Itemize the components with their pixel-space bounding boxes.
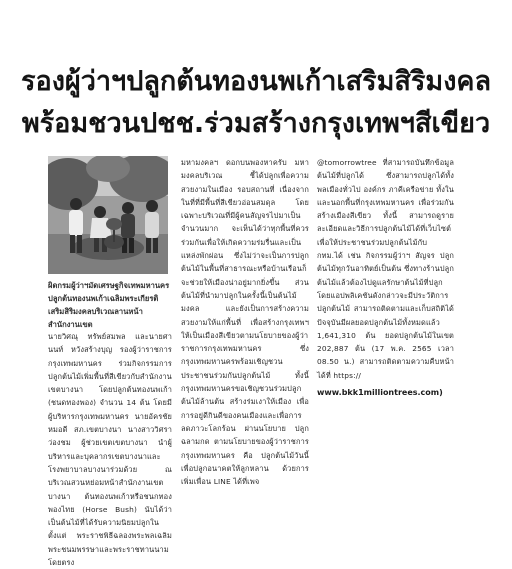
article-column-2: มหามงคลฯ ดอกบนพองหาครับ มหามงคลบริเวณ ชี้ได้ปลูกเพื่อความสวยงามในเมือง รอบสถานที่ เนื่องจากในที่ที่มีพื้นที่สีเขียวอ่อนสมดุล โดยเฉพาะบริเวณที่มีผู้คนสัญจรไปมาเป็นจำนวนมาก จะเห็นได้ว่าทุกพื้นที่ควรร่วมกันเพื่อให้เกิดความร่มรื่นและเป็นแหล่งพักผ่อน ซึ่งไม่ว่าจะเป็นการปลูกต้นไม้ในพื้นที่สาธารณะหรือบ้านเรือนก็จะช่วยให้เมืองน่าอยู่มากยิ่งขึ้น ส่วนต้นไม้ที่นำมาปลูกในครั้งนี้เป็นต้นไม้มงคล และยังเป็นการสร้างความสวยงามให้แก่พื้นที่ เพื่อสร้างกรุงเทพฯ ให้เป็นเมืองสีเขียวตามนโยบายของผู้ว่าราชการกรุงเทพมหานคร ซึ่งกรุงเทพมหานครพร้อมเชิญชวนประชาชนร่วมกันปลูกต้นไม้ ทั้งนี้ กรุงเทพมหานครขอเชิญชวนร่วมปลูกต้นไม้ล้านต้น สร้างร่มเงาให้เมือง เพื่อการอยู่ดีกินดีของคนเมืองและเพื่อการลดภาวะโลกร้อน ผ่านนโยบาย ปลูกฉลามกด ตามนโยบายของผู้ว่าราชการกรุงเทพมหานคร คือ ปลูกต้นไม้วันนี้เพื่อปลูกอนาคตให้ลูกหลาน ด้วยการเพิ่มเพื่อน LINE ได้ที่เพจ	[181, 158, 309, 487]
photo-caption: ผิดกรมผู้ว่าฯมัดเศรษฐกิจเทพมหานคร ปลูกต้นทองนพเก้าเฉลิมพระเกียรติเสริมสิริมงคลบริเวณลานหน้าสำนักงานเขต	[48, 281, 170, 329]
website-url: www.bkk1milliontrees.com)	[317, 388, 443, 397]
photo-illustration	[48, 156, 168, 274]
tree-planting-photo	[48, 156, 168, 274]
headline-line-1: รองผู้ว่าฯปลูกต้นทองนพเก้าเสริมสิริมงคล	[21, 66, 491, 97]
article-column-3: @tomorrowtree ที่สามารถบันทึกข้อมูลต้นไม้ที่ปลูกได้ ซึ่งสามารถปลูกได้ทั้งพลเมืองทั่วไป องค์กร ภาคีเครือข่าย ทั้งในและนอกพื้นที่กรุงเทพมหานคร เพื่อร่วมกันสร้างเมืองสีเขียว ทั้งนี้ สามารถดูรายละเอียดและวิธีการปลูกต้นไม้ได้ที่เว็บไซต์ เพื่อให้ประชาชนร่วมปลูกต้นไม้กับ กทม.ได้ เช่น กิจกรรมผู้ว่าฯ สัญจร ปลูกต้นไม้ทุกวันอาทิตย์เป็นต้น ซึ่งทางร้านปลูกต้นไม้แล้วต้องไปดูแลรักษาต้นไม้ที่ปลูก โดยแอปพลิเคชันดังกล่าวจะมีประวัติการปลูกต้นไม้ สามารถติดตามและเก็บสถิติได้ ปัจจุบันมีผลยอดปลูกต้นไม้ทั้งหมดแล้ว 1,641,310 ต้น ยอดปลูกต้นไม้ในเขต 202,887 ต้น (17 พ.ค. 2565 เวลา 08.50 น.) สามารถติดตามความคืบหน้าได้ที่ https://	[317, 158, 454, 380]
headline-line-2: พร้อมชวนปชช.ร่วมสร้างกรุงเทพฯสีเขียว	[21, 108, 491, 139]
article-column-1: นายวิศณุ ทรัพย์สมพล และนายศานนท์ หวังสร้างบุญ รองผู้ว่าราชการกรุงเทพมหานคร ร่วมกิจกรรมการปลูกต้นไม้เพิ่มพื้นที่สีเขียวกับสำนักงานเขตบางนา โดยปลูกต้นทองนพเก้า (ชนดทองพอง) จำนวน 14 ต้น โดยมีผู้บริหารกรุงเทพมหานคร นายอัครชัย หมอดี สภ.เขตบางนา นางสาววิศรา ว่องชม ผู้ช่วยเขตเขตบางนา นำผู้บริหารและบุคลากรเขตบางนาและโรงพยาบาลบางนาร่วมด้วย ณ บริเวณสวนหย่อมหน้าสำนักงานเขตบางนา ต้นทองนพเก้าหรือชนกทองพองไทย (Horse Bush) นับได้ว่าเป็นต้นไม้ที่ได้รับความนิยมปลูกในตั้งแต่ พระราชพิธีฉลองพระพลเฉลิมพระชนมพรรษาและพระราชทานนามโดยตรง	[48, 332, 172, 568]
